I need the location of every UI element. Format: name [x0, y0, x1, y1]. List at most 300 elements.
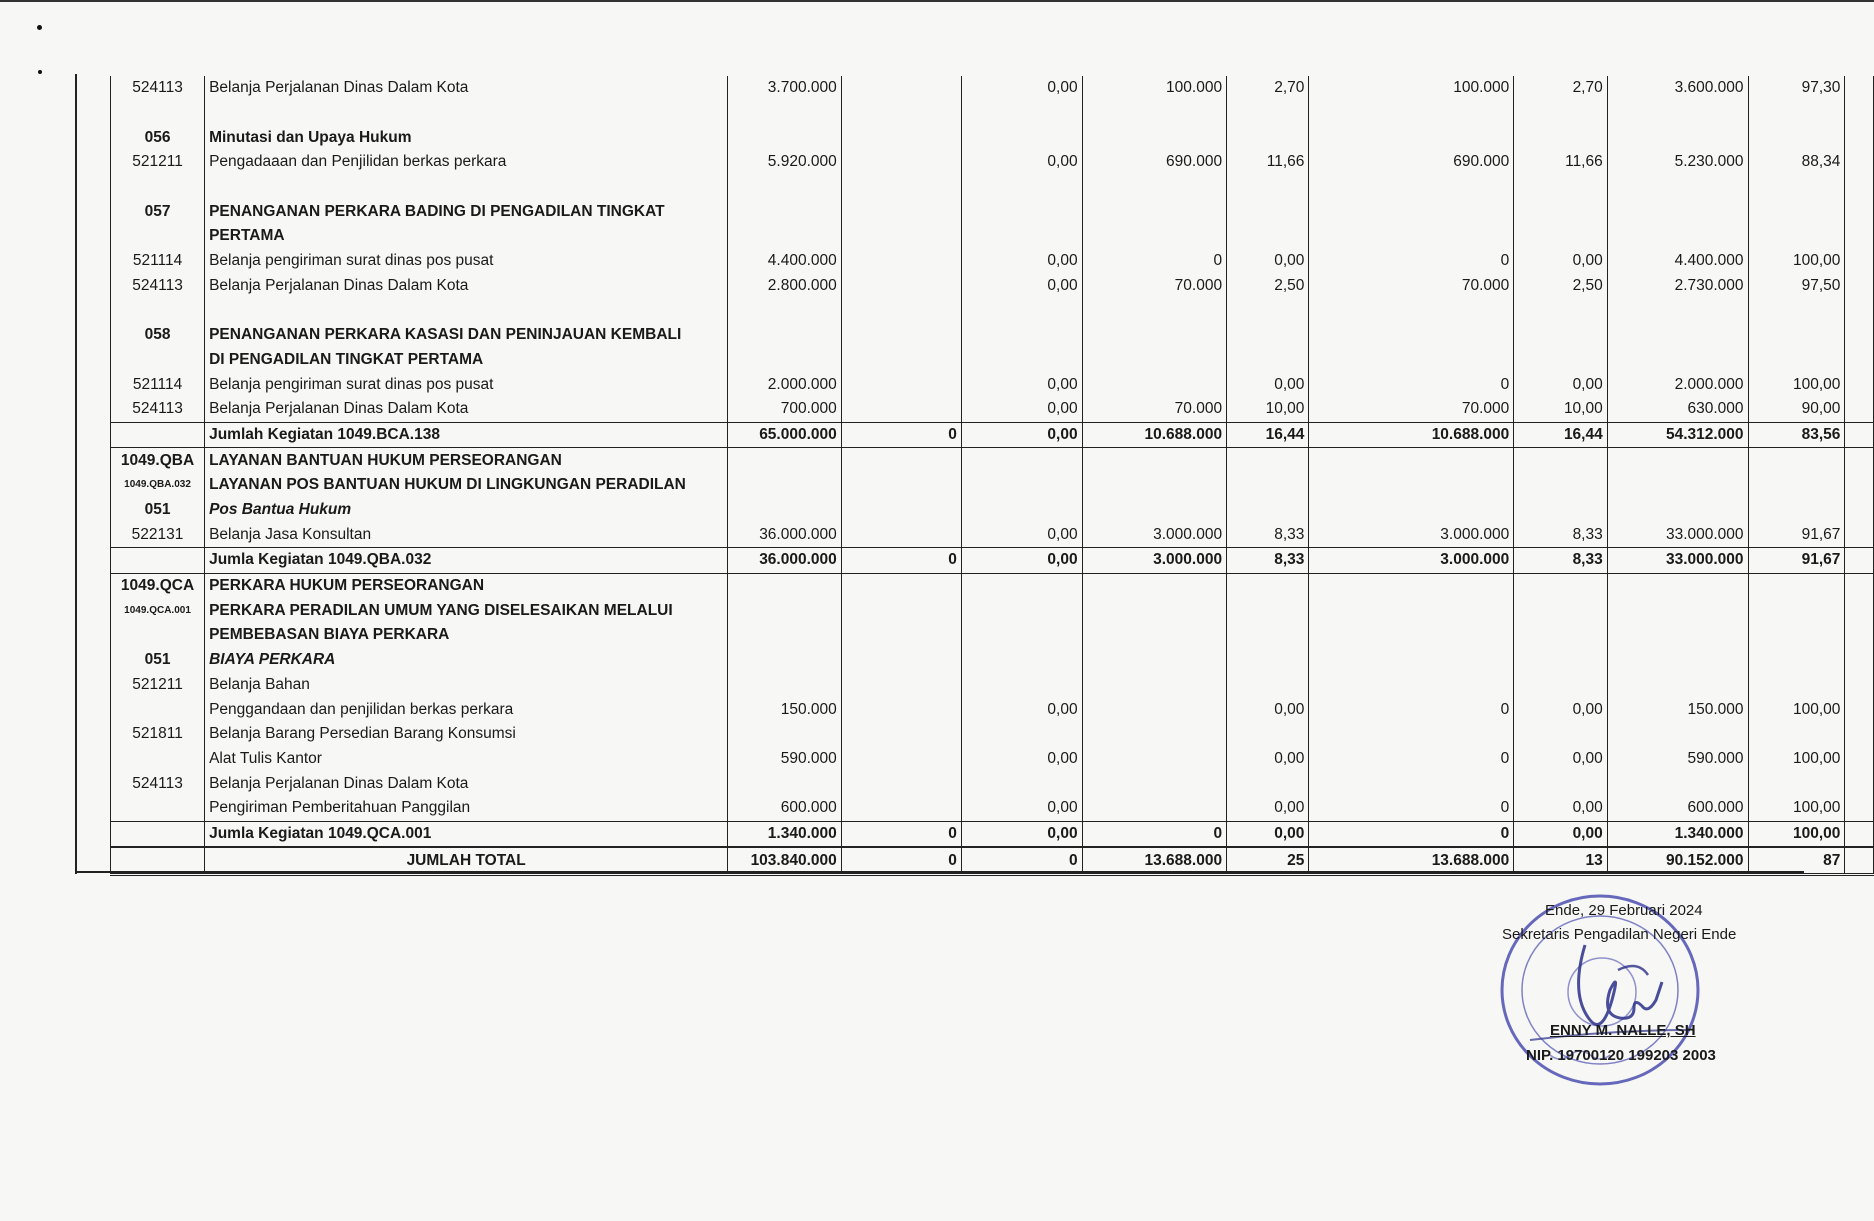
value-cell-c7: [1514, 348, 1607, 373]
trailing-cell: [1845, 498, 1874, 523]
value-cell-c8: 4.400.000: [1607, 249, 1748, 274]
value-cell-c5: [1227, 125, 1309, 150]
value-cell-c6: [1309, 199, 1514, 224]
value-cell-c2: [841, 125, 961, 150]
account-description: Minutasi dan Upaya Hukum: [205, 125, 728, 150]
value-cell-c3: [961, 722, 1082, 747]
signature-position: Sekretaris Pengadilan Negeri Ende: [1502, 926, 1737, 943]
value-cell-c8: [1607, 573, 1748, 598]
value-cell-c6: 100.000: [1309, 76, 1514, 101]
margin-dot: [38, 70, 42, 74]
value-cell-c4: 10.688.000: [1082, 422, 1227, 448]
table-row: [111, 598, 1874, 623]
value-cell-c7: [1514, 473, 1607, 498]
value-cell-c5: 8,33: [1227, 522, 1309, 547]
value-cell-c7: 0,00: [1514, 697, 1607, 722]
value-cell-c4: [1082, 348, 1227, 373]
value-cell-c1: 2.000.000: [728, 372, 842, 397]
value-cell-c7: 16,44: [1514, 422, 1607, 448]
account-description: JUMLAH TOTAL: [205, 847, 728, 874]
value-cell-c1: [728, 771, 842, 796]
value-cell-c8: 150.000: [1607, 697, 1748, 722]
value-cell-c2: [841, 673, 961, 698]
account-code: 1049.QBA.032: [111, 473, 205, 498]
value-cell-c6: 13.688.000: [1309, 847, 1514, 874]
account-description: PENANGANAN PERKARA KASASI DAN PENINJAUAN KEMBALI: [205, 323, 728, 348]
table-row: [111, 473, 1874, 498]
table-row: [111, 397, 1874, 422]
value-cell-c7: 2,70: [1514, 76, 1607, 101]
value-cell-c5: [1227, 175, 1309, 200]
account-description: Belanja Bahan: [205, 673, 728, 698]
value-cell-c1: 5.920.000: [728, 150, 842, 175]
value-cell-c9: [1748, 298, 1845, 323]
value-cell-c3: [961, 771, 1082, 796]
value-cell-c4: 690.000: [1082, 150, 1227, 175]
value-cell-c3: 0,00: [961, 796, 1082, 821]
trailing-cell: [1845, 249, 1874, 274]
value-cell-c9: 100,00: [1748, 372, 1845, 397]
value-cell-c5: 0,00: [1227, 697, 1309, 722]
value-cell-c3: [961, 199, 1082, 224]
value-cell-c4: [1082, 175, 1227, 200]
value-cell-c2: [841, 697, 961, 722]
account-code: [111, 101, 205, 126]
value-cell-c7: 2,50: [1514, 274, 1607, 299]
value-cell-c8: [1607, 348, 1748, 373]
value-cell-c2: [841, 522, 961, 547]
trailing-cell: [1845, 573, 1874, 598]
account-description: PERTAMA: [205, 224, 728, 249]
value-cell-c6: 690.000: [1309, 150, 1514, 175]
value-cell-c3: [961, 224, 1082, 249]
account-description: LAYANAN BANTUAN HUKUM PERSEORANGAN: [205, 448, 728, 473]
account-code: 521114: [111, 372, 205, 397]
value-cell-c6: [1309, 448, 1514, 473]
value-cell-c8: 1.340.000: [1607, 821, 1748, 847]
value-cell-c9: [1748, 348, 1845, 373]
value-cell-c2: [841, 397, 961, 422]
account-code: [111, 548, 205, 574]
trailing-cell: [1845, 448, 1874, 473]
account-code: 051: [111, 498, 205, 523]
value-cell-c7: [1514, 722, 1607, 747]
value-cell-c5: [1227, 648, 1309, 673]
trailing-cell: [1845, 548, 1874, 574]
table-row: [111, 274, 1874, 299]
value-cell-c9: 91,67: [1748, 522, 1845, 547]
value-cell-c8: [1607, 125, 1748, 150]
account-description: PEMBEBASAN BIAYA PERKARA: [205, 623, 728, 648]
value-cell-c1: 600.000: [728, 796, 842, 821]
value-cell-c6: [1309, 323, 1514, 348]
value-cell-c3: [961, 573, 1082, 598]
value-cell-c7: 8,33: [1514, 522, 1607, 547]
value-cell-c6: 0: [1309, 697, 1514, 722]
table-row: [111, 522, 1874, 547]
value-cell-c5: [1227, 448, 1309, 473]
value-cell-c5: [1227, 348, 1309, 373]
value-cell-c9: [1748, 101, 1845, 126]
value-cell-c2: [841, 598, 961, 623]
value-cell-c4: [1082, 623, 1227, 648]
account-description: Belanja pengiriman surat dinas pos pusat: [205, 372, 728, 397]
value-cell-c6: 0: [1309, 747, 1514, 772]
value-cell-c5: 10,00: [1227, 397, 1309, 422]
value-cell-c9: [1748, 573, 1845, 598]
trailing-cell: [1845, 125, 1874, 150]
value-cell-c4: [1082, 796, 1227, 821]
account-code: 057: [111, 199, 205, 224]
value-cell-c1: [728, 498, 842, 523]
value-cell-c4: [1082, 722, 1227, 747]
table-row: [111, 771, 1874, 796]
trailing-cell: [1845, 522, 1874, 547]
account-code: 051: [111, 648, 205, 673]
value-cell-c6: [1309, 498, 1514, 523]
value-cell-c4: [1082, 323, 1227, 348]
value-cell-c1: 3.700.000: [728, 76, 842, 101]
table-row: [111, 573, 1874, 598]
trailing-cell: [1845, 697, 1874, 722]
account-description: PENANGANAN PERKARA BADING DI PENGADILAN TINGKAT: [205, 199, 728, 224]
value-cell-c7: [1514, 498, 1607, 523]
value-cell-c1: 65.000.000: [728, 422, 842, 448]
trailing-cell: [1845, 199, 1874, 224]
value-cell-c2: [841, 372, 961, 397]
account-code: [111, 224, 205, 249]
value-cell-c4: [1082, 298, 1227, 323]
trailing-cell: [1845, 722, 1874, 747]
value-cell-c1: 150.000: [728, 697, 842, 722]
account-code: 1049.QCA: [111, 573, 205, 598]
account-code: 521811: [111, 722, 205, 747]
table-row: [111, 348, 1874, 373]
value-cell-c1: 36.000.000: [728, 548, 842, 574]
value-cell-c3: [961, 175, 1082, 200]
value-cell-c2: [841, 249, 961, 274]
value-cell-c3: 0,00: [961, 548, 1082, 574]
value-cell-c5: [1227, 498, 1309, 523]
value-cell-c3: [961, 125, 1082, 150]
value-cell-c2: [841, 771, 961, 796]
value-cell-c2: 0: [841, 821, 961, 847]
value-cell-c6: [1309, 298, 1514, 323]
account-description: Jumla Kegiatan 1049.QBA.032: [205, 548, 728, 574]
value-cell-c9: 100,00: [1748, 821, 1845, 847]
value-cell-c7: 10,00: [1514, 397, 1607, 422]
account-code: 524113: [111, 397, 205, 422]
account-code: 522131: [111, 522, 205, 547]
value-cell-c3: 0,00: [961, 747, 1082, 772]
value-cell-c9: 100,00: [1748, 697, 1845, 722]
value-cell-c9: [1748, 175, 1845, 200]
value-cell-c1: 700.000: [728, 397, 842, 422]
table-row: [111, 125, 1874, 150]
subtotal-row: [111, 422, 1874, 448]
table-row: [111, 372, 1874, 397]
trailing-cell: [1845, 274, 1874, 299]
value-cell-c8: 33.000.000: [1607, 548, 1748, 574]
table-row: [111, 498, 1874, 523]
value-cell-c4: [1082, 747, 1227, 772]
value-cell-c4: [1082, 372, 1227, 397]
value-cell-c6: [1309, 573, 1514, 598]
account-code: 521211: [111, 150, 205, 175]
table-row: [111, 199, 1874, 224]
value-cell-c8: [1607, 224, 1748, 249]
value-cell-c7: [1514, 623, 1607, 648]
value-cell-c2: [841, 348, 961, 373]
subtotal-row: [111, 548, 1874, 574]
value-cell-c3: [961, 448, 1082, 473]
trailing-cell: [1845, 224, 1874, 249]
value-cell-c3: [961, 648, 1082, 673]
value-cell-c9: [1748, 473, 1845, 498]
value-cell-c9: 83,56: [1748, 422, 1845, 448]
value-cell-c6: [1309, 598, 1514, 623]
value-cell-c8: [1607, 598, 1748, 623]
value-cell-c5: 0,00: [1227, 796, 1309, 821]
account-code: 1049.QBA: [111, 448, 205, 473]
value-cell-c6: 0: [1309, 821, 1514, 847]
value-cell-c1: 103.840.000: [728, 847, 842, 874]
value-cell-c2: [841, 150, 961, 175]
value-cell-c4: [1082, 673, 1227, 698]
subtotal-row: [111, 821, 1874, 847]
value-cell-c5: [1227, 224, 1309, 249]
account-code: [111, 422, 205, 448]
value-cell-c7: 0,00: [1514, 372, 1607, 397]
value-cell-c7: [1514, 323, 1607, 348]
account-description: Belanja Perjalanan Dinas Dalam Kota: [205, 76, 728, 101]
table-row: [111, 697, 1874, 722]
value-cell-c5: 11,66: [1227, 150, 1309, 175]
value-cell-c1: [728, 623, 842, 648]
account-code: [111, 623, 205, 648]
account-description: Jumla Kegiatan 1049.QCA.001: [205, 821, 728, 847]
value-cell-c9: 100,00: [1748, 796, 1845, 821]
table-row: [111, 722, 1874, 747]
trailing-cell: [1845, 648, 1874, 673]
account-description: [205, 298, 728, 323]
value-cell-c3: 0,00: [961, 821, 1082, 847]
value-cell-c8: [1607, 623, 1748, 648]
value-cell-c8: [1607, 473, 1748, 498]
value-cell-c7: [1514, 298, 1607, 323]
value-cell-c7: 0,00: [1514, 747, 1607, 772]
value-cell-c1: 36.000.000: [728, 522, 842, 547]
value-cell-c6: 0: [1309, 372, 1514, 397]
value-cell-c6: [1309, 648, 1514, 673]
account-code: [111, 747, 205, 772]
value-cell-c4: [1082, 199, 1227, 224]
trailing-cell: [1845, 76, 1874, 101]
account-description: Belanja Perjalanan Dinas Dalam Kota: [205, 397, 728, 422]
value-cell-c1: [728, 648, 842, 673]
value-cell-c4: 100.000: [1082, 76, 1227, 101]
value-cell-c1: [728, 448, 842, 473]
value-cell-c4: [1082, 498, 1227, 523]
value-cell-c2: [841, 274, 961, 299]
trailing-cell: [1845, 796, 1874, 821]
value-cell-c4: [1082, 125, 1227, 150]
account-code: 521211: [111, 673, 205, 698]
account-code: 521114: [111, 249, 205, 274]
value-cell-c7: 13: [1514, 847, 1607, 874]
value-cell-c9: [1748, 598, 1845, 623]
value-cell-c8: [1607, 498, 1748, 523]
value-cell-c3: 0: [961, 847, 1082, 874]
account-description: Belanja Perjalanan Dinas Dalam Kota: [205, 274, 728, 299]
trailing-cell: [1845, 150, 1874, 175]
value-cell-c3: [961, 473, 1082, 498]
value-cell-c3: [961, 298, 1082, 323]
value-cell-c3: 0,00: [961, 150, 1082, 175]
table-row: [111, 249, 1874, 274]
value-cell-c8: 3.600.000: [1607, 76, 1748, 101]
value-cell-c8: [1607, 101, 1748, 126]
value-cell-c2: [841, 498, 961, 523]
account-description: Belanja Barang Persedian Barang Konsumsi: [205, 722, 728, 747]
value-cell-c3: [961, 623, 1082, 648]
value-cell-c7: [1514, 598, 1607, 623]
value-cell-c5: [1227, 199, 1309, 224]
value-cell-c4: 0: [1082, 249, 1227, 274]
value-cell-c9: [1748, 673, 1845, 698]
table-row: [111, 796, 1874, 821]
value-cell-c9: 90,00: [1748, 397, 1845, 422]
value-cell-c2: 0: [841, 422, 961, 448]
trailing-cell: [1845, 623, 1874, 648]
value-cell-c6: 3.000.000: [1309, 548, 1514, 574]
value-cell-c4: 0: [1082, 821, 1227, 847]
value-cell-c9: 100,00: [1748, 249, 1845, 274]
value-cell-c6: [1309, 771, 1514, 796]
value-cell-c6: [1309, 101, 1514, 126]
value-cell-c1: 590.000: [728, 747, 842, 772]
value-cell-c6: [1309, 473, 1514, 498]
signature-block: [1490, 890, 1790, 1090]
value-cell-c1: [728, 175, 842, 200]
trailing-cell: [1845, 673, 1874, 698]
value-cell-c2: [841, 448, 961, 473]
value-cell-c2: 0: [841, 548, 961, 574]
account-description: PERKARA HUKUM PERSEORANGAN: [205, 573, 728, 598]
value-cell-c5: 16,44: [1227, 422, 1309, 448]
account-code: [111, 796, 205, 821]
value-cell-c6: [1309, 673, 1514, 698]
trailing-cell: [1845, 323, 1874, 348]
value-cell-c2: [841, 199, 961, 224]
value-cell-c3: 0,00: [961, 397, 1082, 422]
account-code: 056: [111, 125, 205, 150]
value-cell-c7: [1514, 101, 1607, 126]
table-left-border: [75, 74, 77, 874]
value-cell-c4: [1082, 101, 1227, 126]
account-description: Pengiriman Pemberitahuan Panggilan: [205, 796, 728, 821]
value-cell-c8: 5.230.000: [1607, 150, 1748, 175]
value-cell-c4: [1082, 224, 1227, 249]
value-cell-c7: 0,00: [1514, 821, 1607, 847]
trailing-cell: [1845, 821, 1874, 847]
value-cell-c5: [1227, 101, 1309, 126]
value-cell-c3: [961, 101, 1082, 126]
value-cell-c1: 4.400.000: [728, 249, 842, 274]
value-cell-c8: [1607, 648, 1748, 673]
account-description: DI PENGADILAN TINGKAT PERTAMA: [205, 348, 728, 373]
value-cell-c7: 0,00: [1514, 249, 1607, 274]
value-cell-c3: [961, 498, 1082, 523]
account-code: 524113: [111, 274, 205, 299]
value-cell-c9: 91,67: [1748, 548, 1845, 574]
trailing-cell: [1845, 771, 1874, 796]
account-description: Jumlah Kegiatan 1049.BCA.138: [205, 422, 728, 448]
account-description: LAYANAN POS BANTUAN HUKUM DI LINGKUNGAN PERADILAN: [205, 473, 728, 498]
account-code: 058: [111, 323, 205, 348]
account-description: Belanja Perjalanan Dinas Dalam Kota: [205, 771, 728, 796]
value-cell-c1: 2.800.000: [728, 274, 842, 299]
value-cell-c5: [1227, 771, 1309, 796]
value-cell-c2: [841, 323, 961, 348]
value-cell-c8: 630.000: [1607, 397, 1748, 422]
value-cell-c8: 33.000.000: [1607, 522, 1748, 547]
value-cell-c5: [1227, 598, 1309, 623]
value-cell-c7: [1514, 224, 1607, 249]
value-cell-c5: 0,00: [1227, 747, 1309, 772]
account-description: [205, 101, 728, 126]
value-cell-c1: [728, 598, 842, 623]
trailing-cell: [1845, 473, 1874, 498]
value-cell-c8: [1607, 448, 1748, 473]
value-cell-c5: 2,70: [1227, 76, 1309, 101]
value-cell-c2: [841, 747, 961, 772]
value-cell-c3: [961, 348, 1082, 373]
value-cell-c2: [841, 796, 961, 821]
table-row: [111, 747, 1874, 772]
value-cell-c7: [1514, 648, 1607, 673]
value-cell-c3: [961, 323, 1082, 348]
budget-realization-table: [110, 76, 1874, 876]
account-code: 1049.QCA.001: [111, 598, 205, 623]
value-cell-c7: [1514, 199, 1607, 224]
value-cell-c7: [1514, 175, 1607, 200]
value-cell-c3: 0,00: [961, 76, 1082, 101]
table-row: [111, 448, 1874, 473]
trailing-cell: [1845, 397, 1874, 422]
value-cell-c8: [1607, 771, 1748, 796]
value-cell-c2: [841, 573, 961, 598]
value-cell-c7: [1514, 573, 1607, 598]
trailing-cell: [1845, 598, 1874, 623]
value-cell-c4: 3.000.000: [1082, 522, 1227, 547]
account-description: Penggandaan dan penjilidan berkas perkara: [205, 697, 728, 722]
table-row: [111, 623, 1874, 648]
value-cell-c6: 70.000: [1309, 397, 1514, 422]
signature-place-date: Ende, 29 Februari 2024: [1545, 902, 1703, 919]
value-cell-c8: 2.000.000: [1607, 372, 1748, 397]
value-cell-c1: [728, 199, 842, 224]
value-cell-c9: 88,34: [1748, 150, 1845, 175]
value-cell-c6: 3.000.000: [1309, 522, 1514, 547]
value-cell-c9: [1748, 125, 1845, 150]
table-row: [111, 150, 1874, 175]
value-cell-c5: [1227, 722, 1309, 747]
value-cell-c4: [1082, 771, 1227, 796]
value-cell-c8: 2.730.000: [1607, 274, 1748, 299]
value-cell-c1: [728, 573, 842, 598]
account-description: Alat Tulis Kantor: [205, 747, 728, 772]
